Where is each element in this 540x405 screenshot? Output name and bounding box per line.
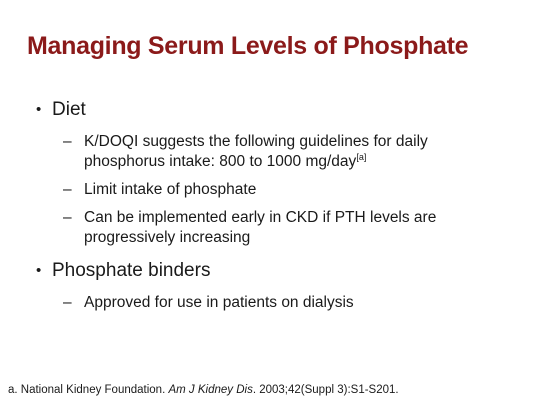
- subitem-line: Limit intake of phosphate: [84, 181, 257, 198]
- dash-icon: –: [63, 133, 72, 150]
- subitem-guidelines: [36, 132, 516, 172]
- subitem-limit-intake: [36, 180, 516, 200]
- footnote: [8, 384, 399, 396]
- footnote-prefix: a. National Kidney Foundation.: [8, 384, 169, 396]
- bullet-phosphate-binders: [36, 259, 516, 283]
- subitem-early-ckd: [36, 208, 516, 248]
- bullet-label: Phosphate binders: [52, 260, 211, 281]
- bullet-diet: [36, 98, 516, 122]
- footnote-suffix: . 2003;42(Suppl 3):S1-S201.: [252, 384, 399, 396]
- bullet-icon: •: [36, 262, 42, 279]
- subitem-line: Can be implemented early in CKD if PTH levels are: [84, 209, 437, 226]
- subitem-line-continued: progressively increasing: [84, 229, 251, 246]
- bullet-icon: •: [36, 101, 42, 118]
- slide-title: Managing Serum Levels of Phosphate: [27, 32, 469, 60]
- subitem-dialysis: [36, 293, 516, 313]
- subitem-text: phosphorus intake: 800 to 1000 mg/day: [84, 153, 357, 170]
- subitem-line: K/DOQI suggests the following guidelines for daily: [84, 133, 428, 150]
- subitem-line: Approved for use in patients on dialysis: [84, 294, 354, 311]
- bullet-label: Diet: [52, 99, 86, 120]
- reference-superscript: [a]: [356, 152, 367, 162]
- slide-content: [36, 98, 516, 313]
- dash-icon: –: [63, 181, 72, 198]
- dash-icon: –: [63, 209, 72, 226]
- subitem-line-continued: [84, 152, 516, 172]
- footnote-journal: Am J Kidney Dis: [168, 384, 253, 396]
- dash-icon: –: [63, 294, 72, 311]
